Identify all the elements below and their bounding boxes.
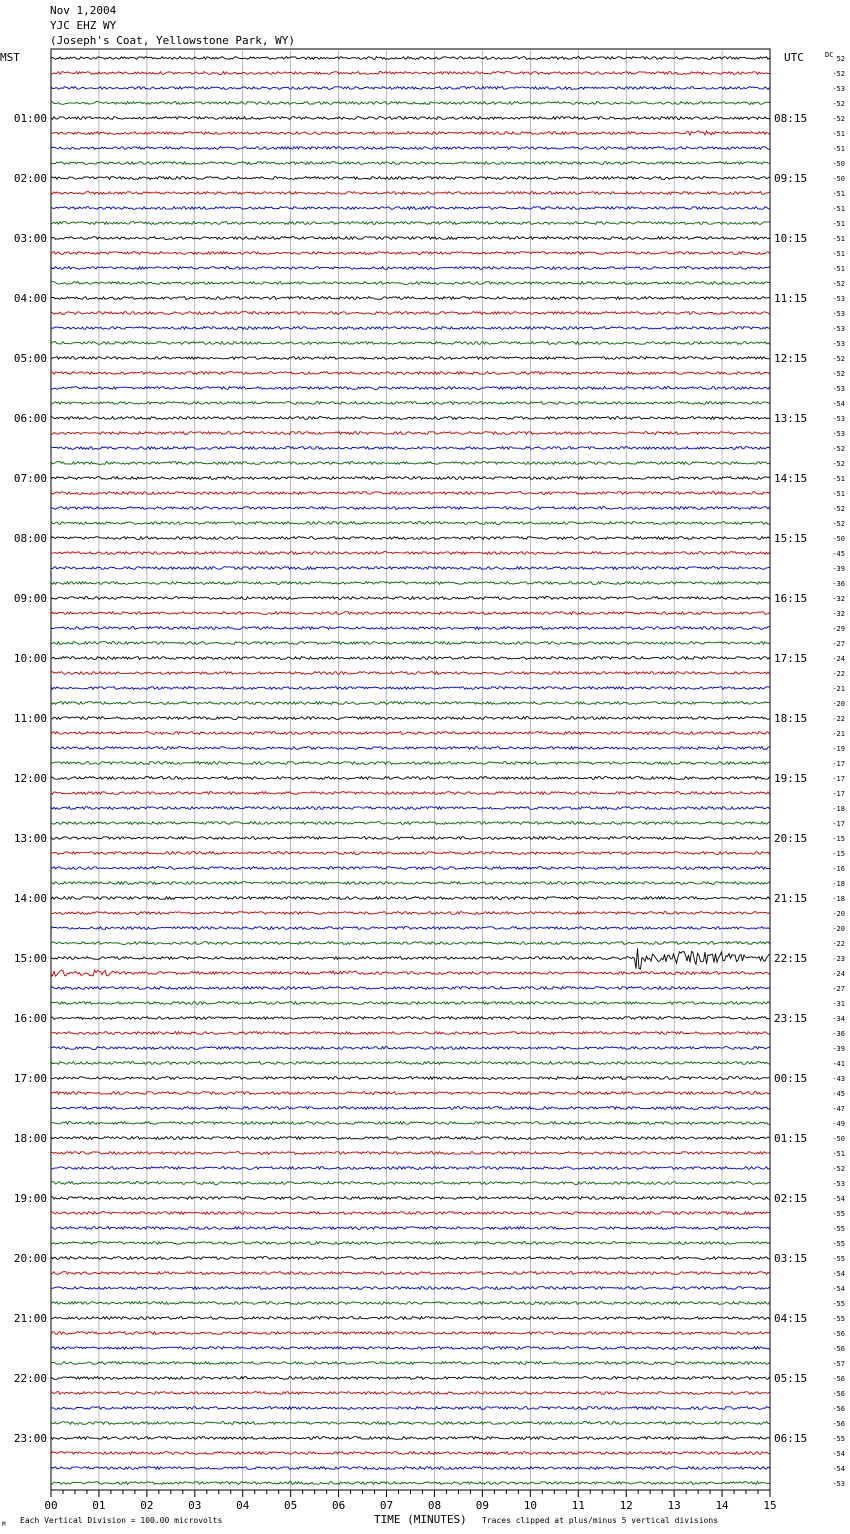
right-hour-label: 14:15 bbox=[774, 472, 808, 485]
right-hour-label: 23:15 bbox=[774, 1012, 808, 1025]
right-hour-label: 11:15 bbox=[774, 292, 808, 305]
right-hour-label: 02:15 bbox=[774, 1192, 808, 1205]
trace-row bbox=[51, 942, 770, 945]
x-tick-label: 00 bbox=[44, 1499, 58, 1512]
trace-row bbox=[51, 732, 770, 735]
dc-offset-label: -20 bbox=[832, 700, 845, 708]
dc-offset-label: -54 bbox=[832, 1450, 845, 1458]
trace-row bbox=[51, 552, 770, 555]
trace-row bbox=[51, 237, 770, 240]
dc-offset-label: -43 bbox=[832, 1075, 845, 1083]
trace-row bbox=[51, 222, 770, 225]
left-hour-label: 10:00 bbox=[13, 652, 47, 665]
dc-offset-label: -39 bbox=[832, 565, 845, 573]
left-hour-label: 08:00 bbox=[13, 532, 47, 545]
dc-header-label: DC bbox=[825, 51, 834, 59]
x-tick-label: 07 bbox=[379, 1499, 394, 1512]
left-hour-label: 05:00 bbox=[13, 352, 47, 365]
dc-offset-label: -51 bbox=[832, 205, 845, 213]
trace-row bbox=[51, 882, 770, 885]
x-tick-label: 01 bbox=[92, 1499, 106, 1512]
trace-row bbox=[51, 627, 770, 630]
trace-row bbox=[51, 807, 770, 810]
trace-row bbox=[51, 312, 770, 315]
x-tick-label: 10 bbox=[523, 1499, 537, 1512]
dc-offset-label: -54 bbox=[832, 1465, 845, 1473]
dc-offset-label: -18 bbox=[832, 805, 845, 813]
x-tick-label: 03 bbox=[188, 1499, 202, 1512]
trace-row bbox=[51, 1377, 770, 1380]
left-hour-label: 01:00 bbox=[13, 112, 47, 125]
x-tick-label: 05 bbox=[284, 1499, 298, 1512]
trace-row bbox=[51, 702, 770, 705]
trace-row bbox=[51, 1212, 770, 1215]
dc-offset-label: -56 bbox=[832, 1405, 845, 1413]
dc-offset-label: -22 bbox=[832, 715, 845, 723]
trace-row bbox=[51, 492, 770, 495]
dc-offset-label: -41 bbox=[832, 1060, 845, 1068]
left-hour-label: 23:00 bbox=[13, 1432, 47, 1445]
trace-row bbox=[51, 1092, 770, 1095]
dc-offset-label: -27 bbox=[832, 640, 845, 648]
left-hour-label: 19:00 bbox=[13, 1192, 47, 1205]
dc-offset-label: -18 bbox=[832, 880, 845, 888]
dc-offset-label: -52 bbox=[832, 100, 845, 108]
dc-offset-label: -17 bbox=[832, 820, 845, 828]
trace-row bbox=[51, 477, 770, 480]
trace-row bbox=[51, 507, 770, 510]
trace-row bbox=[51, 1257, 770, 1260]
trace-row bbox=[51, 612, 770, 615]
left-hour-label: 16:00 bbox=[13, 1012, 47, 1025]
dc-offset-label: -27 bbox=[832, 985, 845, 993]
x-tick-label: 06 bbox=[331, 1499, 346, 1512]
trace-row bbox=[51, 177, 770, 180]
trace-row bbox=[51, 1122, 770, 1125]
right-hour-label: 16:15 bbox=[774, 592, 808, 605]
x-tick-label: 08 bbox=[427, 1499, 442, 1512]
trace-row bbox=[51, 687, 770, 690]
trace-row bbox=[51, 1032, 770, 1035]
x-axis-title: TIME (MINUTES) bbox=[374, 1513, 467, 1526]
dc-offset-label: -51 bbox=[832, 220, 845, 228]
dc-offset-label: -20 bbox=[832, 925, 845, 933]
trace-row bbox=[51, 1137, 770, 1140]
dc-offset-label: -50 bbox=[832, 535, 845, 543]
trace-row bbox=[51, 1272, 770, 1275]
trace-row bbox=[51, 1152, 770, 1155]
dc-offset-label: -52 bbox=[832, 505, 845, 513]
dc-offset-label: -53 bbox=[832, 295, 845, 303]
dc-offset-label: -17 bbox=[832, 790, 845, 798]
trace-row bbox=[51, 1422, 770, 1425]
dc-offset-label: -54 bbox=[832, 1270, 845, 1278]
left-hour-label: 02:00 bbox=[13, 172, 47, 185]
x-tick-label: 09 bbox=[475, 1499, 490, 1512]
dc-offset-label: -50 bbox=[832, 175, 845, 183]
right-hour-label: 22:15 bbox=[774, 952, 808, 965]
dc-offset-label: -52 bbox=[832, 70, 845, 78]
dc-offset-label: -50 bbox=[832, 1135, 845, 1143]
trace-row bbox=[51, 1197, 770, 1200]
trace-row bbox=[51, 1077, 770, 1080]
corner-mark: M bbox=[2, 1521, 6, 1528]
trace-row bbox=[51, 131, 770, 135]
right-hour-label: 18:15 bbox=[774, 712, 808, 725]
dc-offset-label: -45 bbox=[832, 550, 845, 558]
left-hour-label: 07:00 bbox=[13, 472, 47, 485]
right-hour-label: 08:15 bbox=[774, 112, 808, 125]
dc-offset-label: -55 bbox=[832, 1225, 845, 1233]
trace-row bbox=[51, 282, 770, 285]
trace-row bbox=[51, 402, 770, 405]
dc-offset-label: -50 bbox=[832, 160, 845, 168]
right-hour-label: 21:15 bbox=[774, 892, 808, 905]
dc-offset-label: -18 bbox=[832, 895, 845, 903]
dc-offset-label: -49 bbox=[832, 1120, 845, 1128]
dc-offset-label: -23 bbox=[832, 955, 845, 963]
trace-row bbox=[51, 1347, 770, 1350]
dc-offset-label: -52 bbox=[832, 370, 845, 378]
trace-row bbox=[51, 822, 770, 825]
dc-offset-label: -51 bbox=[832, 490, 845, 498]
x-tick-label: 15 bbox=[763, 1499, 777, 1512]
dc-offset-label: -55 bbox=[832, 1315, 845, 1323]
left-hour-label: 13:00 bbox=[13, 832, 47, 845]
dc-offset-label: -56 bbox=[832, 1390, 845, 1398]
right-hour-label: 10:15 bbox=[774, 232, 808, 245]
trace-row bbox=[51, 102, 770, 105]
dc-offset-label: -52 bbox=[832, 355, 845, 363]
trace-row bbox=[51, 672, 770, 675]
dc-offset-label: -51 bbox=[832, 145, 845, 153]
dc-offset-label: -55 bbox=[832, 1240, 845, 1248]
dc-offset-label: -53 bbox=[832, 340, 845, 348]
left-hour-label: 15:00 bbox=[13, 952, 47, 965]
trace-row bbox=[51, 162, 770, 165]
right-hour-label: 04:15 bbox=[774, 1312, 808, 1325]
left-hour-label: 11:00 bbox=[13, 712, 47, 725]
seismic-traces bbox=[51, 57, 770, 1485]
trace-row bbox=[51, 1467, 770, 1470]
right-hour-label: 03:15 bbox=[774, 1252, 808, 1265]
dc-offset-label: -56 bbox=[832, 1330, 845, 1338]
trace-row bbox=[51, 387, 770, 390]
x-tick-label: 13 bbox=[667, 1499, 681, 1512]
dc-offset-label: -36 bbox=[832, 580, 845, 588]
dc-offset-label: -51 bbox=[832, 250, 845, 258]
dc-offset-label: -55 bbox=[832, 1210, 845, 1218]
trace-row bbox=[51, 1452, 770, 1455]
left-hour-label: 06:00 bbox=[13, 412, 47, 425]
right-hour-label: 15:15 bbox=[774, 532, 808, 545]
dc-offset-label: -51 bbox=[832, 130, 845, 138]
dc-offset-label: -36 bbox=[832, 1030, 845, 1038]
trace-row bbox=[51, 867, 770, 870]
trace-row bbox=[51, 72, 770, 75]
right-hour-label: 13:15 bbox=[774, 412, 808, 425]
left-hour-label: 18:00 bbox=[13, 1132, 47, 1145]
trace-row bbox=[51, 837, 770, 840]
left-hour-label: 12:00 bbox=[13, 772, 47, 785]
scale-note: Each Vertical Division = 100.00 microvolts bbox=[20, 1516, 223, 1525]
left-hour-label: 21:00 bbox=[13, 1312, 47, 1325]
dc-offset-label: -15 bbox=[832, 850, 845, 858]
trace-row bbox=[51, 912, 770, 915]
dc-offset-label: -55 bbox=[832, 1300, 845, 1308]
dc-offset-label: -47 bbox=[832, 1105, 845, 1113]
trace-row bbox=[51, 432, 770, 435]
dc-offset-label: -17 bbox=[832, 775, 845, 783]
trace-row bbox=[51, 1362, 770, 1365]
trace-row bbox=[51, 927, 770, 930]
trace-row bbox=[51, 327, 770, 330]
trace-row bbox=[51, 1047, 770, 1050]
right-hour-label: 12:15 bbox=[774, 352, 808, 365]
trace-row bbox=[51, 192, 770, 195]
trace-row bbox=[51, 1182, 770, 1185]
dc-offset-label: -51 bbox=[832, 475, 845, 483]
right-hour-label: 17:15 bbox=[774, 652, 808, 665]
dc-offset-label: -51 bbox=[832, 190, 845, 198]
dc-offset-label: -24 bbox=[832, 970, 845, 978]
dc-offset-label: -52 bbox=[832, 115, 845, 123]
trace-row bbox=[51, 792, 770, 795]
trace-row bbox=[51, 567, 770, 570]
station-location: (Joseph's Coat, Yellowstone Park, WY) bbox=[50, 34, 296, 47]
trace-row bbox=[51, 117, 770, 120]
dc-offset-label: -24 bbox=[832, 655, 845, 663]
dc-offset-label: -29 bbox=[832, 625, 845, 633]
dc-offset-label: -52 bbox=[832, 1165, 845, 1173]
dc-offset-label: -56 bbox=[832, 1345, 845, 1353]
x-tick-label: 11 bbox=[571, 1499, 585, 1512]
left-hour-label: 09:00 bbox=[13, 592, 47, 605]
dc-offset-label: -55 bbox=[832, 1435, 845, 1443]
left-hour-label: 04:00 bbox=[13, 292, 47, 305]
trace-row bbox=[51, 357, 770, 360]
x-tick-label: 04 bbox=[236, 1499, 250, 1512]
trace-row bbox=[51, 252, 770, 255]
dc-offset-label: -51 bbox=[832, 1150, 845, 1158]
right-hour-label: 05:15 bbox=[774, 1372, 808, 1385]
left-hour-label: 17:00 bbox=[13, 1072, 47, 1085]
trace-row bbox=[51, 522, 770, 525]
dc-offset-label: -16 bbox=[832, 865, 845, 873]
trace-row bbox=[51, 1332, 770, 1335]
right-hour-label: 19:15 bbox=[774, 772, 808, 785]
dc-offset-label: -55 bbox=[832, 1255, 845, 1263]
trace-row bbox=[51, 1407, 770, 1410]
trace-row bbox=[51, 1437, 770, 1440]
trace-row bbox=[51, 267, 770, 270]
trace-row bbox=[51, 897, 770, 900]
dc-offset-label: -20 bbox=[832, 910, 845, 918]
left-hour-label: 22:00 bbox=[13, 1372, 47, 1385]
dc-offset-labels bbox=[832, 55, 845, 1488]
dc-offset-label: -51 bbox=[832, 235, 845, 243]
dc-offset-label: -31 bbox=[832, 1000, 845, 1008]
left-hour-label: 20:00 bbox=[13, 1252, 47, 1265]
trace-row bbox=[51, 1002, 770, 1005]
dc-offset-label: -32 bbox=[832, 595, 845, 603]
dc-offset-label: -53 bbox=[832, 430, 845, 438]
plot-date: Nov 1,2004 bbox=[50, 4, 117, 17]
trace-row bbox=[51, 1287, 770, 1290]
trace-row bbox=[51, 57, 770, 60]
dc-offset-label: -53 bbox=[832, 85, 845, 93]
trace-row bbox=[51, 582, 770, 585]
dc-offset-label: -57 bbox=[832, 1360, 845, 1368]
dc-offset-label: -52 bbox=[832, 460, 845, 468]
trace-row bbox=[51, 597, 770, 600]
dc-offset-label: -19 bbox=[832, 745, 845, 753]
trace-row bbox=[51, 1317, 770, 1320]
right-hour-label: 06:15 bbox=[774, 1432, 808, 1445]
dc-offset-label: -56 bbox=[832, 1375, 845, 1383]
trace-row bbox=[51, 1302, 770, 1305]
trace-row bbox=[51, 948, 770, 969]
dc-offset-label: -22 bbox=[832, 670, 845, 678]
dc-offset-label: -54 bbox=[832, 1285, 845, 1293]
dc-offset-label: -17 bbox=[832, 760, 845, 768]
dc-offset-label: -39 bbox=[832, 1045, 845, 1053]
right-hour-label: 20:15 bbox=[774, 832, 808, 845]
dc-offset-label: -53 bbox=[832, 1180, 845, 1188]
trace-row bbox=[51, 1062, 770, 1065]
dc-offset-label: -52 bbox=[832, 520, 845, 528]
dc-offset-label: -53 bbox=[832, 325, 845, 333]
right-hour-label: 00:15 bbox=[774, 1072, 808, 1085]
trace-row bbox=[51, 642, 770, 645]
trace-row bbox=[51, 657, 770, 660]
dc-offset-label: -15 bbox=[832, 835, 845, 843]
trace-row bbox=[51, 462, 770, 465]
dc-offset-label: -53 bbox=[832, 415, 845, 423]
trace-row bbox=[51, 207, 770, 210]
trace-row bbox=[51, 297, 770, 300]
dc-offset-label: 52 bbox=[836, 55, 845, 63]
trace-row bbox=[51, 987, 770, 990]
dc-offset-label: -45 bbox=[832, 1090, 845, 1098]
dc-offset-label: -34 bbox=[832, 1015, 845, 1023]
trace-row bbox=[51, 762, 770, 765]
dc-offset-label: -22 bbox=[832, 940, 845, 948]
trace-row bbox=[51, 447, 770, 450]
trace-row bbox=[51, 87, 770, 90]
dc-offset-label: -54 bbox=[832, 400, 845, 408]
right-hour-label: 09:15 bbox=[774, 172, 808, 185]
dc-offset-label: -52 bbox=[832, 280, 845, 288]
left-hour-label: 03:00 bbox=[13, 232, 47, 245]
dc-offset-label: -56 bbox=[832, 1420, 845, 1428]
left-hour-label: 14:00 bbox=[13, 892, 47, 905]
dc-offset-label: -21 bbox=[832, 730, 845, 738]
station-id: YJC EHZ WY bbox=[50, 19, 117, 32]
dc-offset-label: -53 bbox=[832, 1480, 845, 1488]
dc-offset-label: -54 bbox=[832, 1195, 845, 1203]
trace-row bbox=[51, 372, 770, 375]
trace-row bbox=[51, 1482, 770, 1485]
dc-offset-label: -32 bbox=[832, 610, 845, 618]
dc-offset-label: -21 bbox=[832, 685, 845, 693]
x-tick-label: 14 bbox=[715, 1499, 729, 1512]
dc-offset-label: -51 bbox=[832, 265, 845, 273]
dc-offset-label: -52 bbox=[832, 445, 845, 453]
trace-row bbox=[51, 852, 770, 855]
trace-row bbox=[51, 1392, 770, 1395]
x-tick-label: 12 bbox=[619, 1499, 633, 1512]
trace-row bbox=[51, 717, 770, 720]
trace-row bbox=[51, 537, 770, 540]
dc-offset-label: -53 bbox=[832, 385, 845, 393]
dc-offset-label: -53 bbox=[832, 310, 845, 318]
clip-note: Traces clipped at plus/minus 5 vertical divisions bbox=[482, 1516, 719, 1525]
right-hour-label: 01:15 bbox=[774, 1132, 808, 1145]
x-tick-label: 02 bbox=[140, 1499, 154, 1512]
trace-row bbox=[51, 1107, 770, 1110]
trace-row bbox=[51, 970, 770, 976]
trace-row bbox=[51, 342, 770, 345]
trace-row bbox=[51, 147, 770, 150]
trace-row bbox=[51, 1242, 770, 1245]
right-timezone-label: UTC bbox=[784, 51, 804, 64]
trace-row bbox=[51, 747, 770, 750]
trace-row bbox=[51, 1167, 770, 1170]
trace-row bbox=[51, 777, 770, 780]
left-timezone-label: MST bbox=[0, 51, 20, 64]
trace-row bbox=[51, 1227, 770, 1230]
trace-row bbox=[51, 417, 770, 420]
trace-row bbox=[51, 1017, 770, 1020]
time-axis bbox=[44, 1490, 776, 1512]
